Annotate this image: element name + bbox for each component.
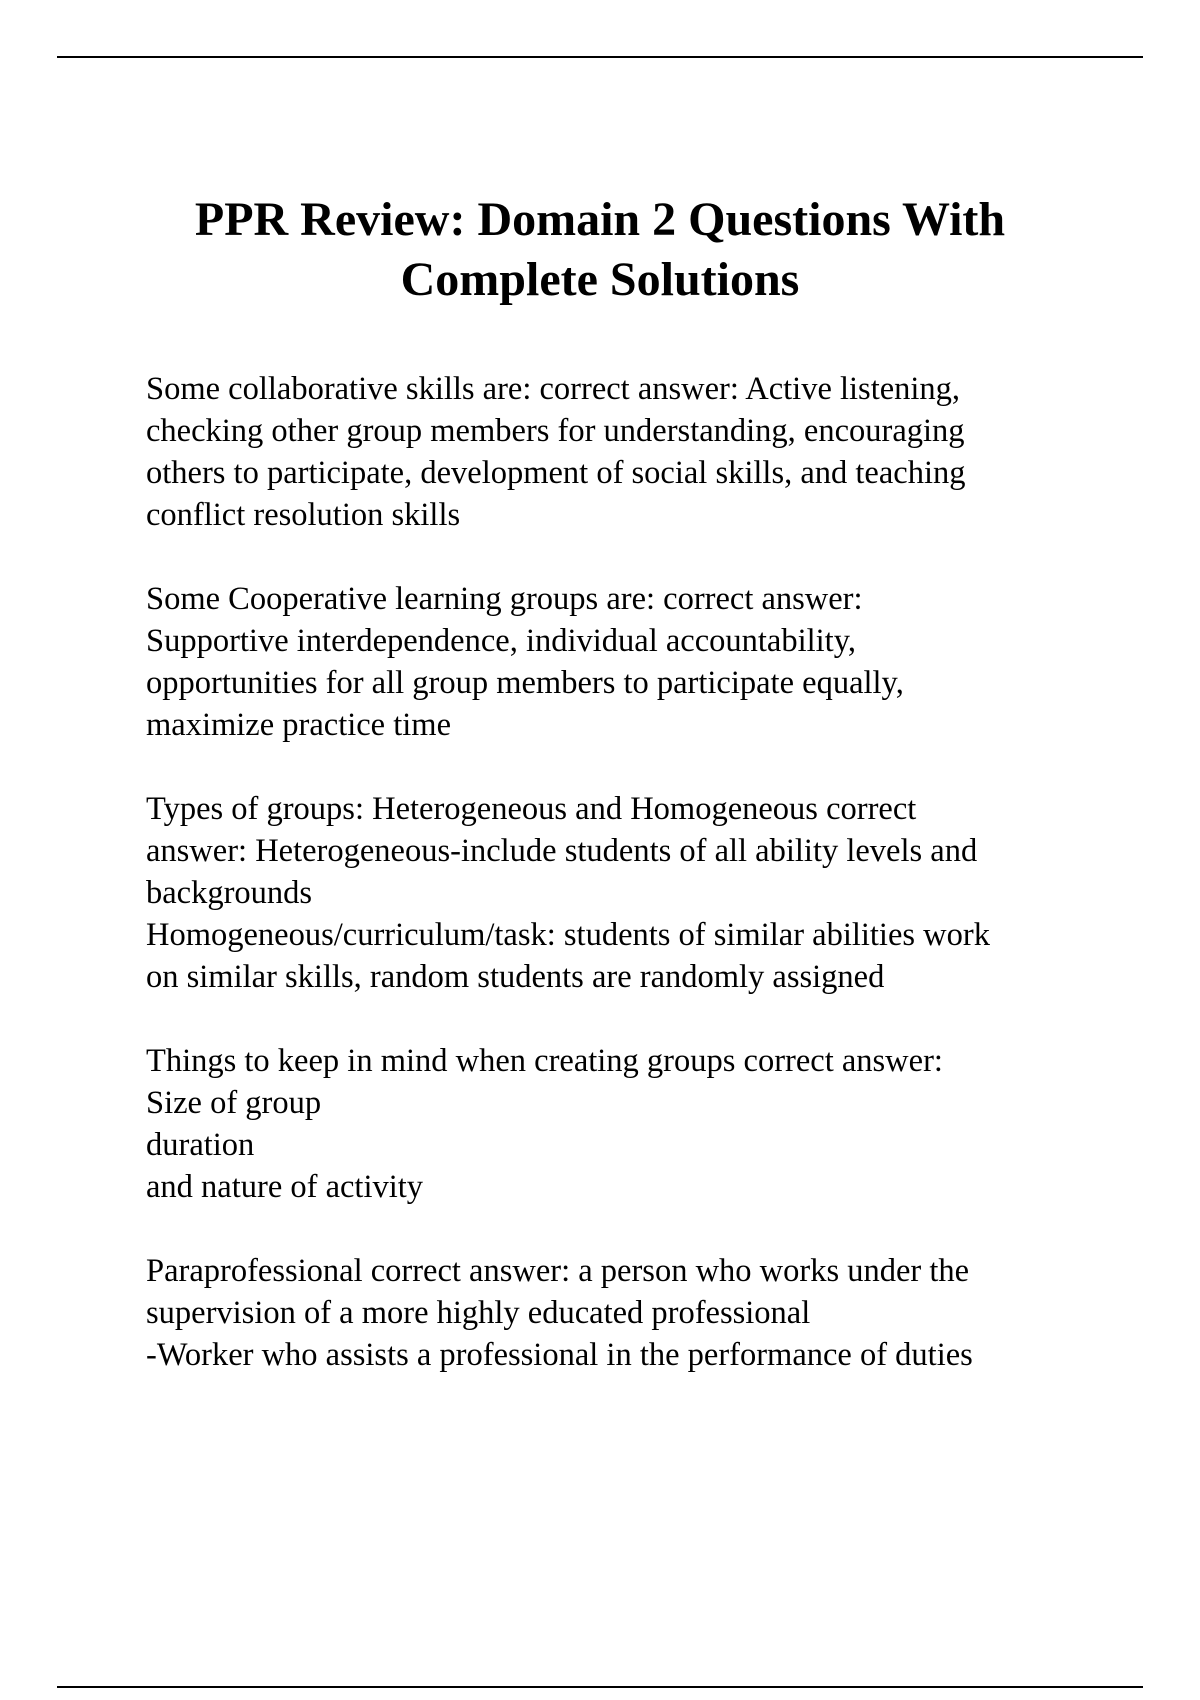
entry-line: Some Cooperative learning groups are: correct answer: xyxy=(146,581,863,617)
entry-line: Homogeneous/curriculum/task: students of similar abilities work xyxy=(146,917,990,953)
entry-line: Supportive interdependence, individual accountability, xyxy=(146,623,856,659)
entry-line: checking other group members for understanding, encouraging xyxy=(146,413,965,449)
entry-line: -Worker who assists a professional in the performance of duties xyxy=(146,1337,973,1373)
title-line: Complete Solutions xyxy=(400,253,800,306)
qa-entry-types-of-groups xyxy=(146,788,1146,998)
entry-line: Size of group xyxy=(146,1085,322,1121)
entry-line: Types of groups: Heterogeneous and Homogeneous correct xyxy=(146,791,917,827)
qa-entry-paraprofessional xyxy=(146,1250,1146,1376)
entry-line: Some collaborative skills are: correct answer: Active listening, xyxy=(146,371,961,407)
qa-entry-collaborative-skills xyxy=(146,368,1146,536)
entry-line: supervision of a more highly educated professional xyxy=(146,1295,811,1331)
entry-line: conflict resolution skills xyxy=(146,497,461,533)
entry-line: opportunities for all group members to participate equally, xyxy=(146,665,904,701)
qa-entry-cooperative-learning xyxy=(146,578,1146,746)
entry-line: Things to keep in mind when creating groups correct answer: xyxy=(146,1043,943,1079)
bottom-rule xyxy=(57,1686,1143,1688)
document-title xyxy=(100,190,1100,310)
entry-line: others to participate, development of social skills, and teaching xyxy=(146,455,966,491)
entry-line: Paraprofessional correct answer: a person who works under the xyxy=(146,1253,970,1289)
top-rule xyxy=(57,56,1143,58)
entry-line: duration xyxy=(146,1127,255,1163)
document-body xyxy=(146,368,1146,1418)
entry-line: on similar skills, random students are randomly assigned xyxy=(146,959,885,995)
qa-entry-creating-groups xyxy=(146,1040,1146,1208)
entry-line: backgrounds xyxy=(146,875,313,911)
entry-line: maximize practice time xyxy=(146,707,451,743)
entry-line: answer: Heterogeneous-include students of all ability levels and xyxy=(146,833,978,869)
title-line: PPR Review: Domain 2 Questions With xyxy=(194,193,1006,246)
entry-line: and nature of activity xyxy=(146,1169,424,1205)
